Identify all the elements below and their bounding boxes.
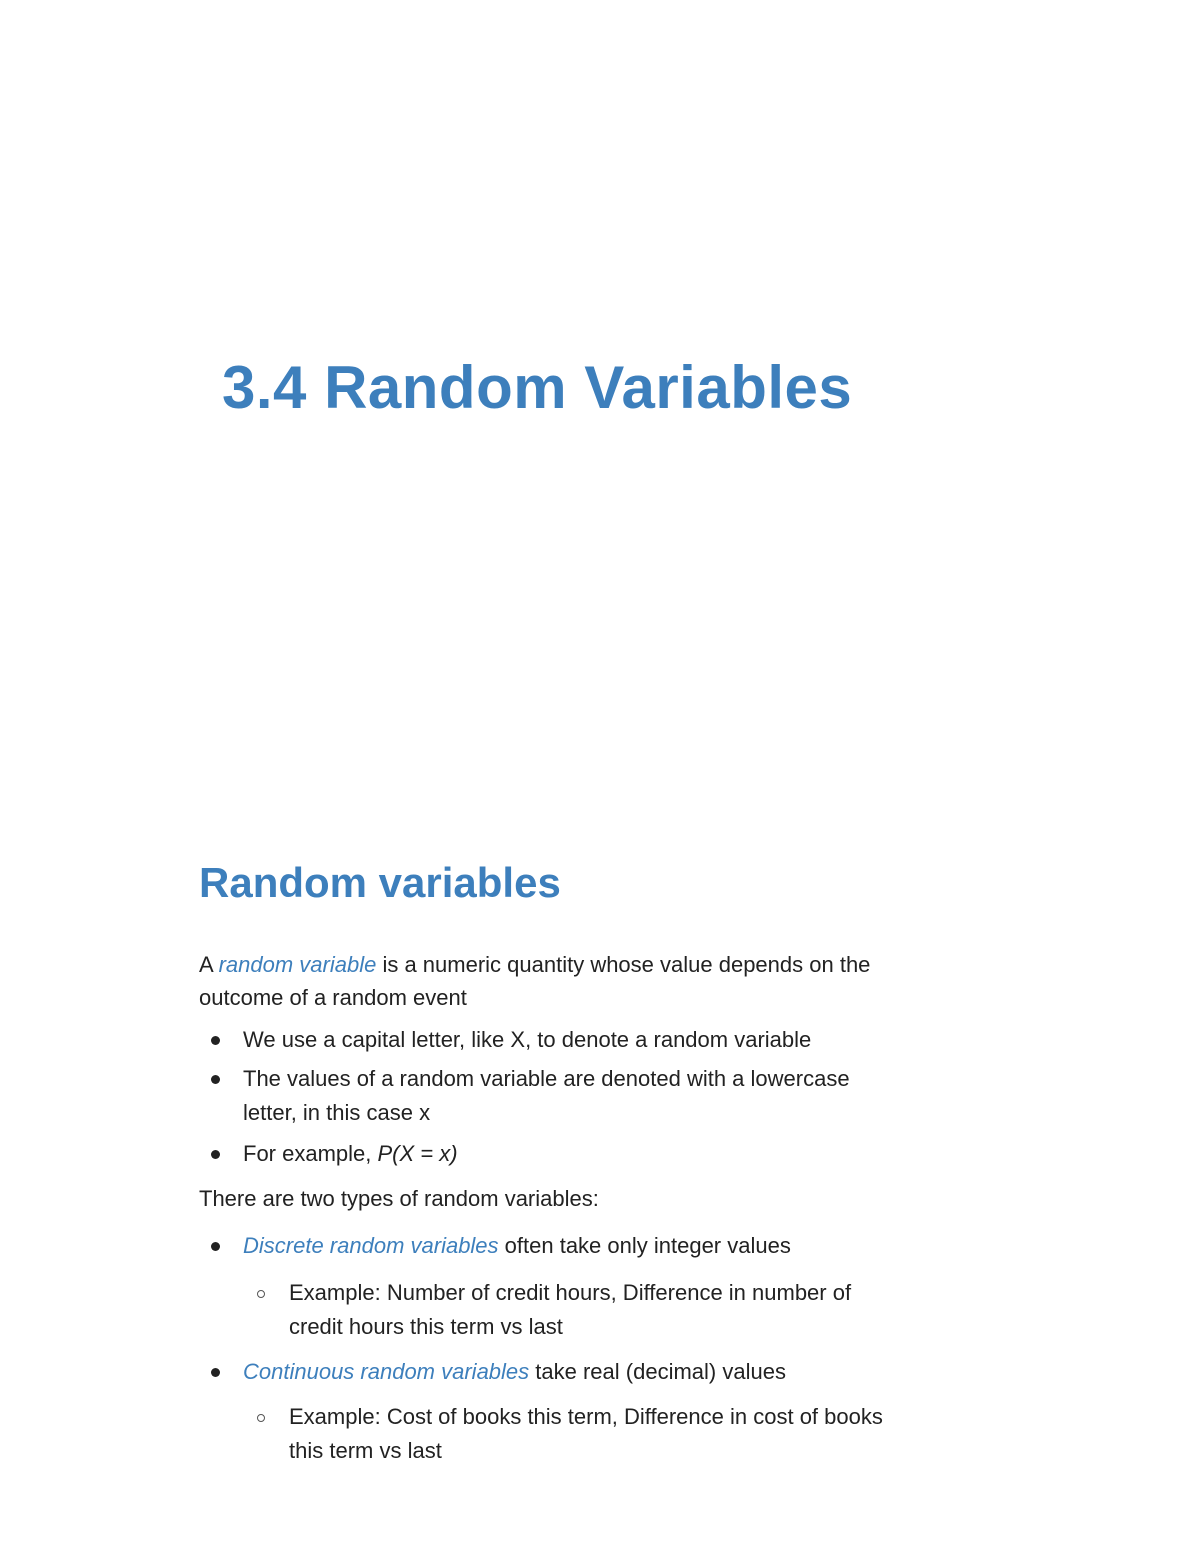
formula: P(X = x): [377, 1141, 458, 1166]
discrete-description: often take only integer values: [498, 1233, 791, 1258]
bullet-item-2-line-1: The values of a random variable are denoted with a lowercase: [243, 1066, 850, 1091]
page-title: 3.4 Random Variables: [222, 354, 853, 421]
bullet-item-2-line-2: letter, in this case x: [243, 1100, 431, 1125]
intro-prefix: A: [199, 952, 219, 977]
intro-line-2: outcome of a random event: [199, 985, 467, 1010]
type-item-continuous: [243, 1355, 786, 1389]
term-discrete: Discrete random variables: [243, 1233, 499, 1258]
intro-suffix: is a numeric quantity whose value depends on the: [376, 952, 871, 977]
intro-line-1: [199, 948, 870, 982]
discrete-example-line-1: Example: Number of credit hours, Difference in number of: [289, 1280, 852, 1305]
bullet-icon: [211, 1368, 220, 1377]
sub-bullet-icon: [257, 1414, 265, 1422]
bullet-icon: [211, 1075, 220, 1084]
types-intro: There are two types of random variables:: [199, 1186, 599, 1211]
discrete-example-line-2: credit hours this term vs last: [289, 1314, 563, 1339]
bullet-icon: [211, 1036, 220, 1045]
bullet-item-1: We use a capital letter, like X, to denote a random variable: [243, 1027, 812, 1052]
bullet-item-3: [243, 1137, 458, 1171]
sub-bullet-icon: [257, 1290, 265, 1298]
continuous-example-line-1: Example: Cost of books this term, Difference in cost of books: [289, 1404, 883, 1429]
example-prefix: For example,: [243, 1141, 378, 1166]
continuous-example-line-2: this term vs last: [289, 1438, 442, 1463]
term-random-variable: random variable: [218, 952, 377, 977]
section-heading: Random variables: [199, 859, 561, 906]
continuous-description: take real (decimal) values: [529, 1359, 786, 1384]
bullet-icon: [211, 1242, 220, 1251]
term-continuous: Continuous random variables: [243, 1359, 530, 1384]
type-item-discrete: [243, 1229, 791, 1263]
bullet-icon: [211, 1150, 220, 1159]
